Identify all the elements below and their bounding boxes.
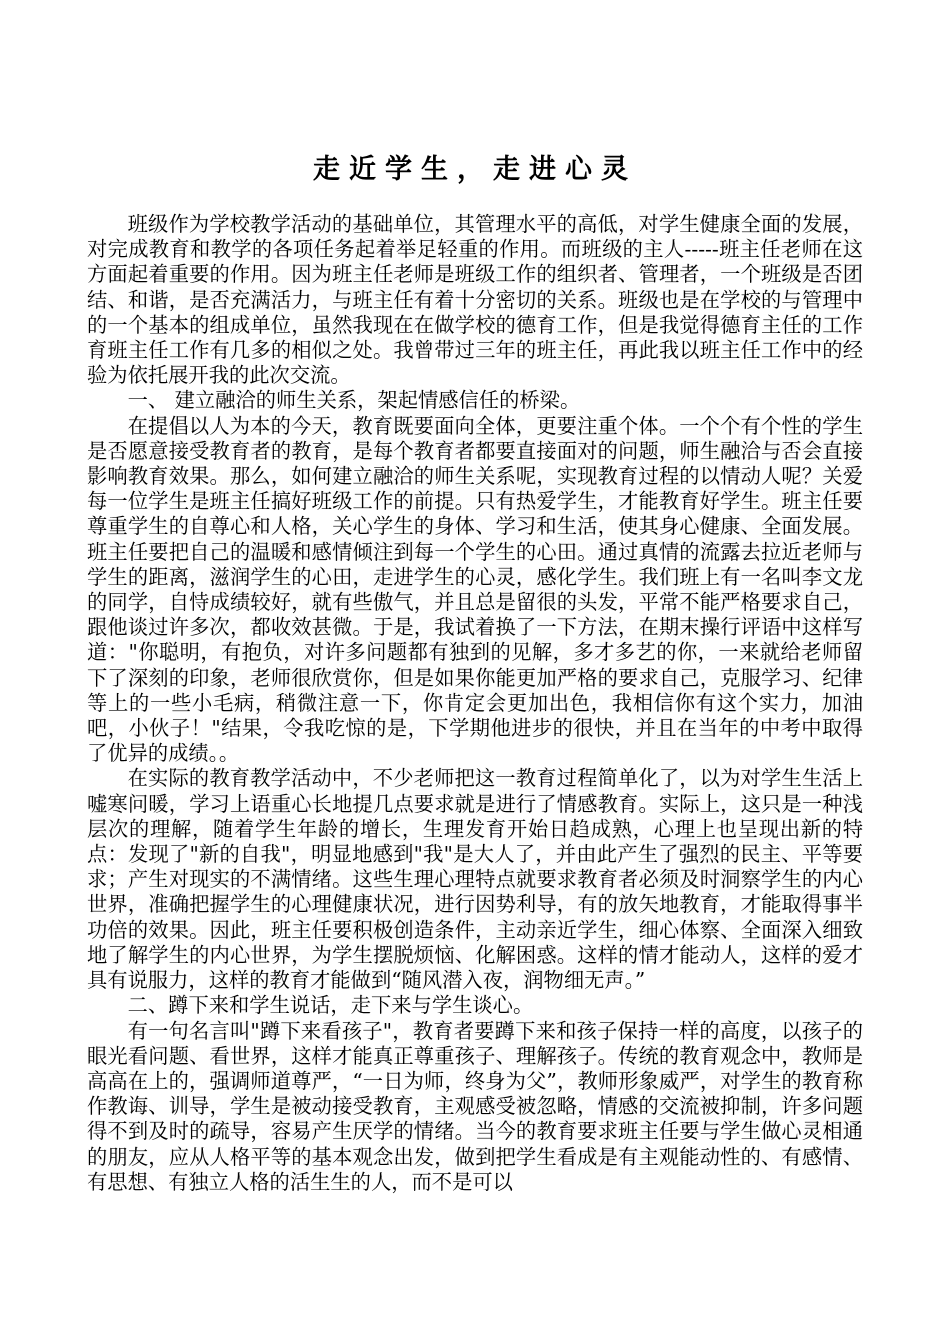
section-heading-1: 一、 建立融洽的师生关系，架起情感信任的桥梁。 (127, 388, 581, 413)
document-body (87, 212, 863, 1195)
paragraph-section-1-b: 在实际的教育教学活动中，不少老师把这一教育过程简单化了，以为对学生生活上嘘寒问暖，学习上语重心长地提几点要求就是进行了情感教育。实际上，这只是一种浅层次的理解，随着学生年龄的增长，生理发育开始日趋成熟，心理上也呈现出新的特点：发现了"新的自我"，明显地感到"我"是大人了，并由此产生了强烈的民主、平等要求；产生对现实的不满情绪。这些生理心理特点就要求教育者必须及时洞察学生的内心世界，准确把握学生的心理健康状况，进行因势利导，有的放矢地教育，才能取得事半功倍的效果。因此，班主任要积极创造条件，主动亲近学生，细心体察、全面深入细致地了解学生的内心世界，为学生摆脱烦恼、化解困惑。这样的情才能动人，这样的爱才具有说服力，这样的教育才能做到“随风潜入夜，润物细无声。” (87, 766, 863, 993)
section-heading-2: 二、蹲下来和学生说话，走下来与学生谈心。 (127, 993, 534, 1018)
document-title: 走近学生，走进心灵 (313, 154, 637, 185)
paragraph-section-2-a: 有一句名言叫"蹲下来看孩子"，教育者要蹲下来和孩子保持一样的高度，以孩子的眼光看问题、看世界，这样才能真正尊重孩子、理解孩子。传统的教育观念中，教师是高高在上的，强调师道尊严，“一日为师，终身为父”，教师形象威严，对学生的教育称作教诲、训导，学生是被动接受教育，主观感受被忽略，情感的交流被抑制，许多问题得不到及时的疏导，容易产生厌学的情绪。当今的教育要求班主任要与学生做心灵相通的朋友，应从人格平等的基本观念出发，做到把学生看成是有主观能动性的、有感情、有思想、有独立人格的活生生的人，而不是可以 (87, 1018, 863, 1194)
paragraph-intro: 班级作为学校教学活动的基础单位，其管理水平的高低，对学生健康全面的发展，对完成教育和教学的各项任务起着举足轻重的作用。而班级的主人-----班主任老师在这方面起着重要的作用。因为班主任老师是班级工作的组织者、管理者，一个班级是否团结、和谐，是否充满活力，与班主任有着十分密切的关系。班级也是在学校的与管理中的一个基本的组成单位，虽然我现在在做学校的德育工作，但是我觉得德育主任的工作育班主任工作有几多的相似之处。我曾带过三年的班主任，再此我以班主任工作中的经验为依托展开我的此次交流。 (87, 212, 863, 388)
document-page (87, 150, 863, 1195)
paragraph-section-1-a: 在提倡以人为本的今天，教育既要面向全体，更要注重个体。一个个有个性的学生是否愿意接受教育者的教育，是每个教育者都要直接面对的问题，师生融洽与否会直接影响教育效果。那么，如何建立融洽的师生关系呢，实现教育过程的以情动人呢？关爱每一位学生是班主任搞好班级工作的前提。只有热爱学生，才能教育好学生。班主任要尊重学生的自尊心和人格，关心学生的身体、学习和生活，使其身心健康、全面发展。班主任要把自己的温暖和感情倾注到每一个学生的心田。通过真情的流露去拉近老师与学生的距离，滋润学生的心田，走进学生的心灵，感化学生。我们班上有一名叫李文龙的同学，自恃成绩较好，就有些傲气，并且总是留很的头发，平常不能严格要求自己，跟他谈过许多次，都收效甚微。于是，我试着换了一下方法，在期末操行评语中这样写道："你聪明，有抱负，对许多问题都有独到的见解，多才多艺的你，一来就给老师留下了深刻的印象，老师很欣赏你，但是如果你能更加严格的要求自己，克服学习、纪律等上的一些小毛病，稍微注意一下，你肯定会更加出色，我相信你有这个实力，加油吧，小伙子！"结果，令我吃惊的是，下学期他进步的很快，并且在当年的中考中取得了优异的成绩。。 (87, 413, 863, 766)
